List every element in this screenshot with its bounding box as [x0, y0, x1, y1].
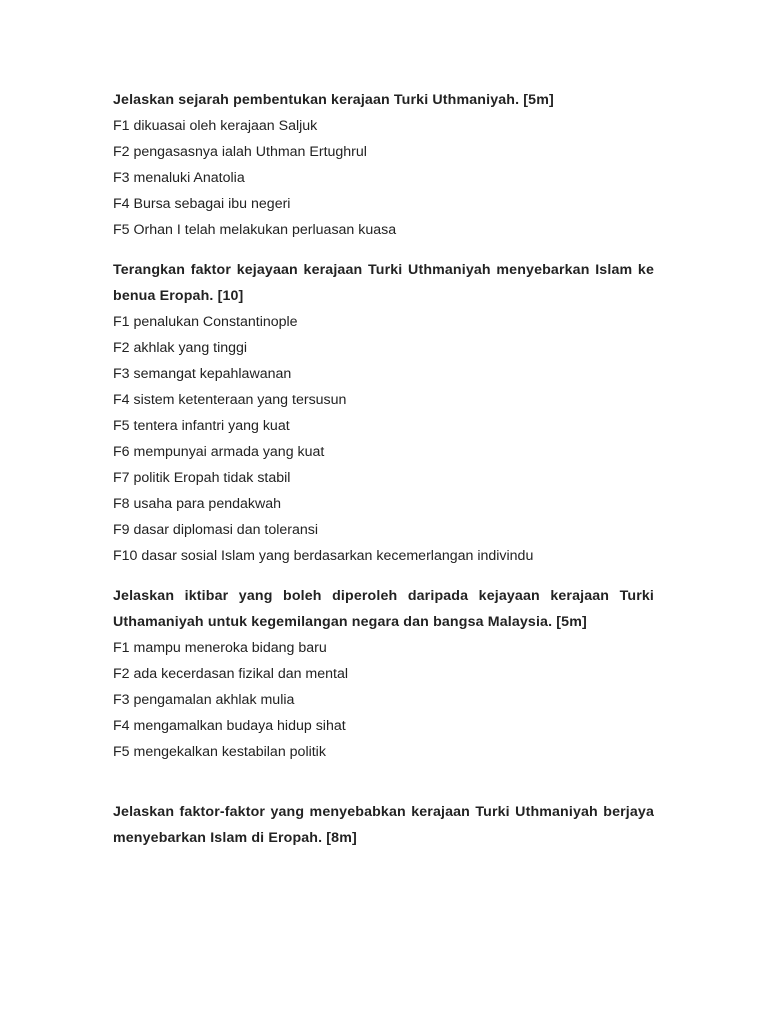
answer-item: F10 dasar sosial Islam yang berdasarkan kecemerlangan indivindu — [113, 548, 534, 564]
question-heading: Jelaskan iktibar yang boleh diperoleh daripada kejayaan kerajaan Turki Uthamaniyah untuk kegemilangan negara dan bangsa Malaysia. [5m] — [113, 588, 654, 630]
answer-list — [113, 309, 654, 569]
answer-list — [113, 113, 654, 243]
answer-item: F7 politik Eropah tidak stabil — [113, 470, 291, 486]
answer-item: F3 pengamalan akhlak mulia — [113, 692, 295, 708]
question-heading: Terangkan faktor kejayaan kerajaan Turki Uthmaniyah menyebarkan Islam ke benua Eropah. [10] — [113, 262, 654, 304]
question-heading: Jelaskan sejarah pembentukan kerajaan Turki Uthmaniyah. [5m] — [113, 92, 554, 108]
answer-item: F6 mempunyai armada yang kuat — [113, 444, 325, 460]
question-section-3 — [113, 583, 654, 765]
answer-list — [113, 635, 654, 765]
answer-item: F3 menaluki Anatolia — [113, 170, 245, 186]
question-section-4 — [113, 799, 654, 851]
answer-item: F5 mengekalkan kestabilan politik — [113, 744, 326, 760]
question-section-2 — [113, 257, 654, 569]
answer-item: F2 pengasasnya ialah Uthman Ertughrul — [113, 144, 367, 160]
question-heading: Jelaskan faktor-faktor yang menyebabkan kerajaan Turki Uthmaniyah berjaya menyebarkan Islam di Eropah. [8m] — [113, 804, 654, 846]
answer-item: F1 penalukan Constantinople — [113, 314, 298, 330]
answer-item: F2 akhlak yang tinggi — [113, 340, 248, 356]
document-page — [113, 87, 654, 865]
answer-item: F1 dikuasai oleh kerajaan Saljuk — [113, 118, 318, 134]
answer-item: F3 semangat kepahlawanan — [113, 366, 292, 382]
answer-item: F5 tentera infantri yang kuat — [113, 418, 290, 434]
answer-item: F5 Orhan I telah melakukan perluasan kuasa — [113, 222, 397, 238]
question-section-1 — [113, 87, 654, 243]
answer-item: F8 usaha para pendakwah — [113, 496, 282, 512]
answer-item: F4 mengamalkan budaya hidup sihat — [113, 718, 346, 734]
answer-item: F4 sistem ketenteraan yang tersusun — [113, 392, 347, 408]
answer-item: F2 ada kecerdasan fizikal dan mental — [113, 666, 349, 682]
answer-item: F4 Bursa sebagai ibu negeri — [113, 196, 291, 212]
answer-item: F9 dasar diplomasi dan toleransi — [113, 522, 319, 538]
answer-item: F1 mampu meneroka bidang baru — [113, 640, 327, 656]
